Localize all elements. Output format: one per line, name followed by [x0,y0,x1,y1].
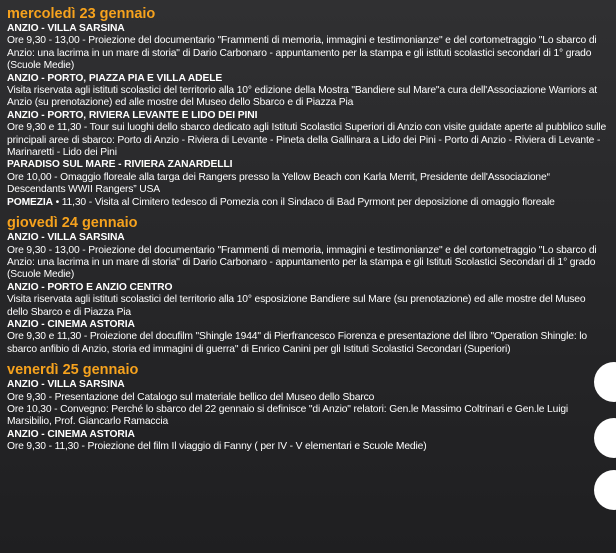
event-location: ANZIO - VILLA SARSINA [7,379,125,391]
event-description: Ore 10,00 - Omaggio floreale alla targa dei Rangers presso la Yellow Beach con Karla Merrit, Presidente dell'Associazione“ Descendants WWII Rangers” USA [7,171,550,196]
event-block [7,319,607,356]
event-description: Visita riservata agli istituti scolastici del territorio alla 10° esposizione Bandiere sul Mare (su prenotazione) ed alle mostre del Museo dello Sbarco e di Piazza Pia [7,294,586,318]
event-description: Ore 9,30 e 11,30 - Tour sui luoghi dello sbarco dedicato agli Istituti Scolastici Superiori di Anzio con visite guidate aperte al pubblico sulle principali aree di sbarco: Porto di Anzio - Riviera di Levante - Pineta della Gallinara a Lido dei Pini - Porto di Anzio - Riviera di Levante - Marinaretti - Lido dei Pini [7,122,607,159]
event-location: ANZIO - PORTO E ANZIO CENTRO [7,281,173,293]
event-location: ANZIO - VILLA SARSINA [7,23,125,34]
event-description: Ore 9,30 - 11,30 - Proiezione del film Il viaggio di Fanny ( per IV - V elementari e Scuole Medie) [7,441,427,453]
event-location: ANZIO - VILLA SARSINA [7,232,125,244]
day-section-thursday [7,215,607,356]
event-description: Ore 9,30 - 13,00 - Proiezione del documentario "Frammenti di memoria, immagini e testimonianze" e del cortometraggio "Lo sbarco di Anzio: una lacrima in un mare di storia" di Dario Carbonaro - appuntamento per la stampa e gli istituti scolastici secondari di 1° grado (Scuole Medie) [7,35,597,72]
event-location: ANZIO - CINEMA ASTORIA [7,428,135,440]
day-section-friday [7,362,607,453]
event-block [7,73,607,110]
program-content [7,6,607,460]
event-location: ANZIO - PORTO, RIVIERA LEVANTE E LIDO DEI PINI [7,109,258,121]
day-title: venerdì 25 gennaio [7,362,139,379]
event-block-inline [7,197,607,209]
event-description: Visita riservata agli istituti scolastici del territorio alla 10° edizione della Mostra "Bandiere sul Mare"a cura dell'Associazione Warriors at Anzio (su prenotazione) ed alle mostre del Museo dello Sbarco e di Piazza Pia [7,85,597,109]
event-block [7,232,607,282]
day-title: giovedì 24 gennaio [7,215,138,232]
event-description: Ore 9,30 e 11,30 - Proiezione del docufilm "Shingle 1944" di Pierfrancesco Fiorenza e presentazione del libro "Operation Shingle: lo sbarco anfibio di Anzio, storia ed immagini di guerra" di Enrico Canini per gli Istituti Scolastici Secondari (Superiori) [7,331,587,355]
event-block [7,379,607,429]
event-location: ANZIO - PORTO, PIAZZA PIA E VILLA ADELE [7,72,223,84]
event-block [7,429,607,454]
event-block [7,159,607,196]
event-block [7,110,607,160]
event-location: PARADISO SUL MARE - RIVIERA ZANARDELLI [7,159,233,171]
event-location-inline: POMEZIA [7,196,53,208]
event-location: ANZIO - CINEMA ASTORIA [7,318,135,330]
decorative-circle [594,470,616,510]
day-section-wednesday [7,6,607,209]
event-description: Ore 9,30 - 13,00 - Proiezione del documentario "Frammenti di memoria, immagini e testimonianze" e del cortometraggio "Lo sbarco di Anzio: una lacrima in un mare di storia" di Dario Carbonaro - appuntamento per la stampa e gli Istituti Scolastici Secondari di 1° grado (Scuole Medie) [7,244,597,281]
day-title: mercoledì 23 gennaio [7,6,156,22]
event-block [7,23,607,73]
event-description: Ore 9,30 - Presentazione del Catalogo sul materiale bellico del Museo dello Sbarco Ore 10,30 - Convegno: Perché lo sbarco del 22 gennaio si definisce "di Anzio" relatori: Gen.le Massimo Coltrinari e Gen.le Luigi Marsibilio, Prof. Giancarlo Ramaccia [7,391,569,428]
event-description-inline: • 11,30 - Visita al Cimitero tedesco di Pomezia con il Sindaco di Bad Pyrmont per deposizione di omaggio floreale [52,196,555,208]
event-block [7,282,607,319]
